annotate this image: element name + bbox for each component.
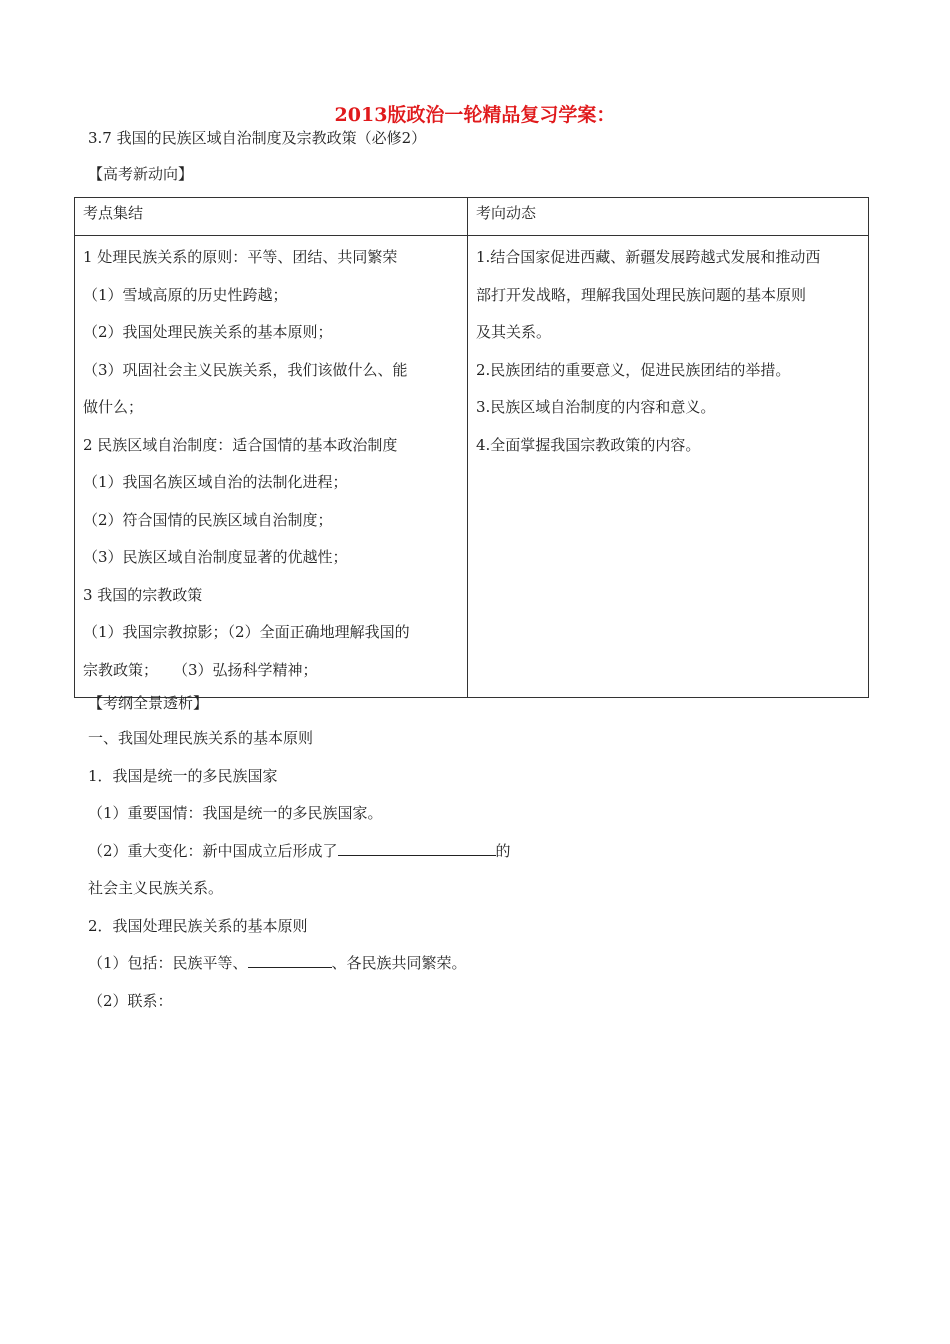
body-line: （1）重要国情：我国是统一的多民族国家。 [88,804,383,822]
document-title: 2013版政治一轮精品复习学案： [334,104,616,126]
list-item: 做什么； [83,398,144,416]
body-line: （2）联系： [88,991,173,1010]
list-item: （1）我国名族区域自治的法制化进程； [83,473,348,491]
body-subheading: 1．我国是统一的多民族国家 [88,766,278,785]
list-item: 3 我国的宗教政策 [83,585,203,604]
table-header-row [75,198,869,236]
key-points-table [74,197,869,698]
list-item: 2 民族区域自治制度：适合国情的基本政治制度 [83,435,398,454]
section-heading-trends: 【高考新动向】 [88,165,194,183]
body-text: （2）重大变化：新中国成立后形成了 [88,841,338,860]
table-header-cell: 考点集结 [75,198,468,236]
list-item: 部打开发战略，理解我国处理民族问题的基本原则 [476,285,807,304]
list-item: （2）我国处理民族关系的基本原则； [83,323,333,341]
list-item: 3.民族区域自治制度的内容和意义。 [476,398,716,416]
list-item: 宗教政策； （3）弘扬科学精神； [83,660,318,679]
table-header-cell: 考向动态 [468,198,869,236]
body-line-with-blank [88,833,868,871]
fill-in-blank[interactable] [248,952,332,968]
body-text: 的 [495,841,511,860]
document-body [88,720,868,1020]
list-item: 2.民族团结的重要意义，促进民族团结的举措。 [476,360,791,379]
body-text: 、各民族共同繁荣。 [331,954,467,972]
list-item: （2）符合国情的民族区域自治制度； [83,510,333,529]
trend-dynamics-cell [468,236,869,698]
list-item: （1）我国宗教掠影；（2）全面正确地理解我国的 [83,623,410,641]
list-item: （3）巩固社会主义民族关系，我们该做什么、能 [83,360,408,379]
body-line-with-blank [88,945,868,983]
body-subheading: 2．我国处理民族关系的基本原则 [88,916,308,935]
body-heading: 一、我国处理民族关系的基本原则 [88,729,314,747]
list-item: 1.结合国家促进西藏、新疆发展跨越式发展和推动西 [476,248,821,266]
list-item: 4.全面掌握我国宗教政策的内容。 [476,435,701,454]
section-heading-analysis: 【考纲全景透析】 [88,694,209,712]
list-item: 及其关系。 [476,323,552,341]
body-line: 社会主义民族关系。 [88,879,224,897]
list-item: （1）雪域高原的历史性跨越； [83,285,288,304]
list-item: （3）民族区域自治制度显著的优越性； [83,548,348,566]
key-points-cell [75,236,468,698]
fill-in-blank[interactable] [338,840,496,856]
body-text: （1）包括：民族平等、 [88,954,248,972]
list-item: 1 处理民族关系的原则：平等、团结、共同繁荣 [83,248,398,266]
table-row [75,236,869,698]
document-subtitle: 3.7 我国的民族区域自治制度及宗教政策（必修2） [88,129,427,147]
